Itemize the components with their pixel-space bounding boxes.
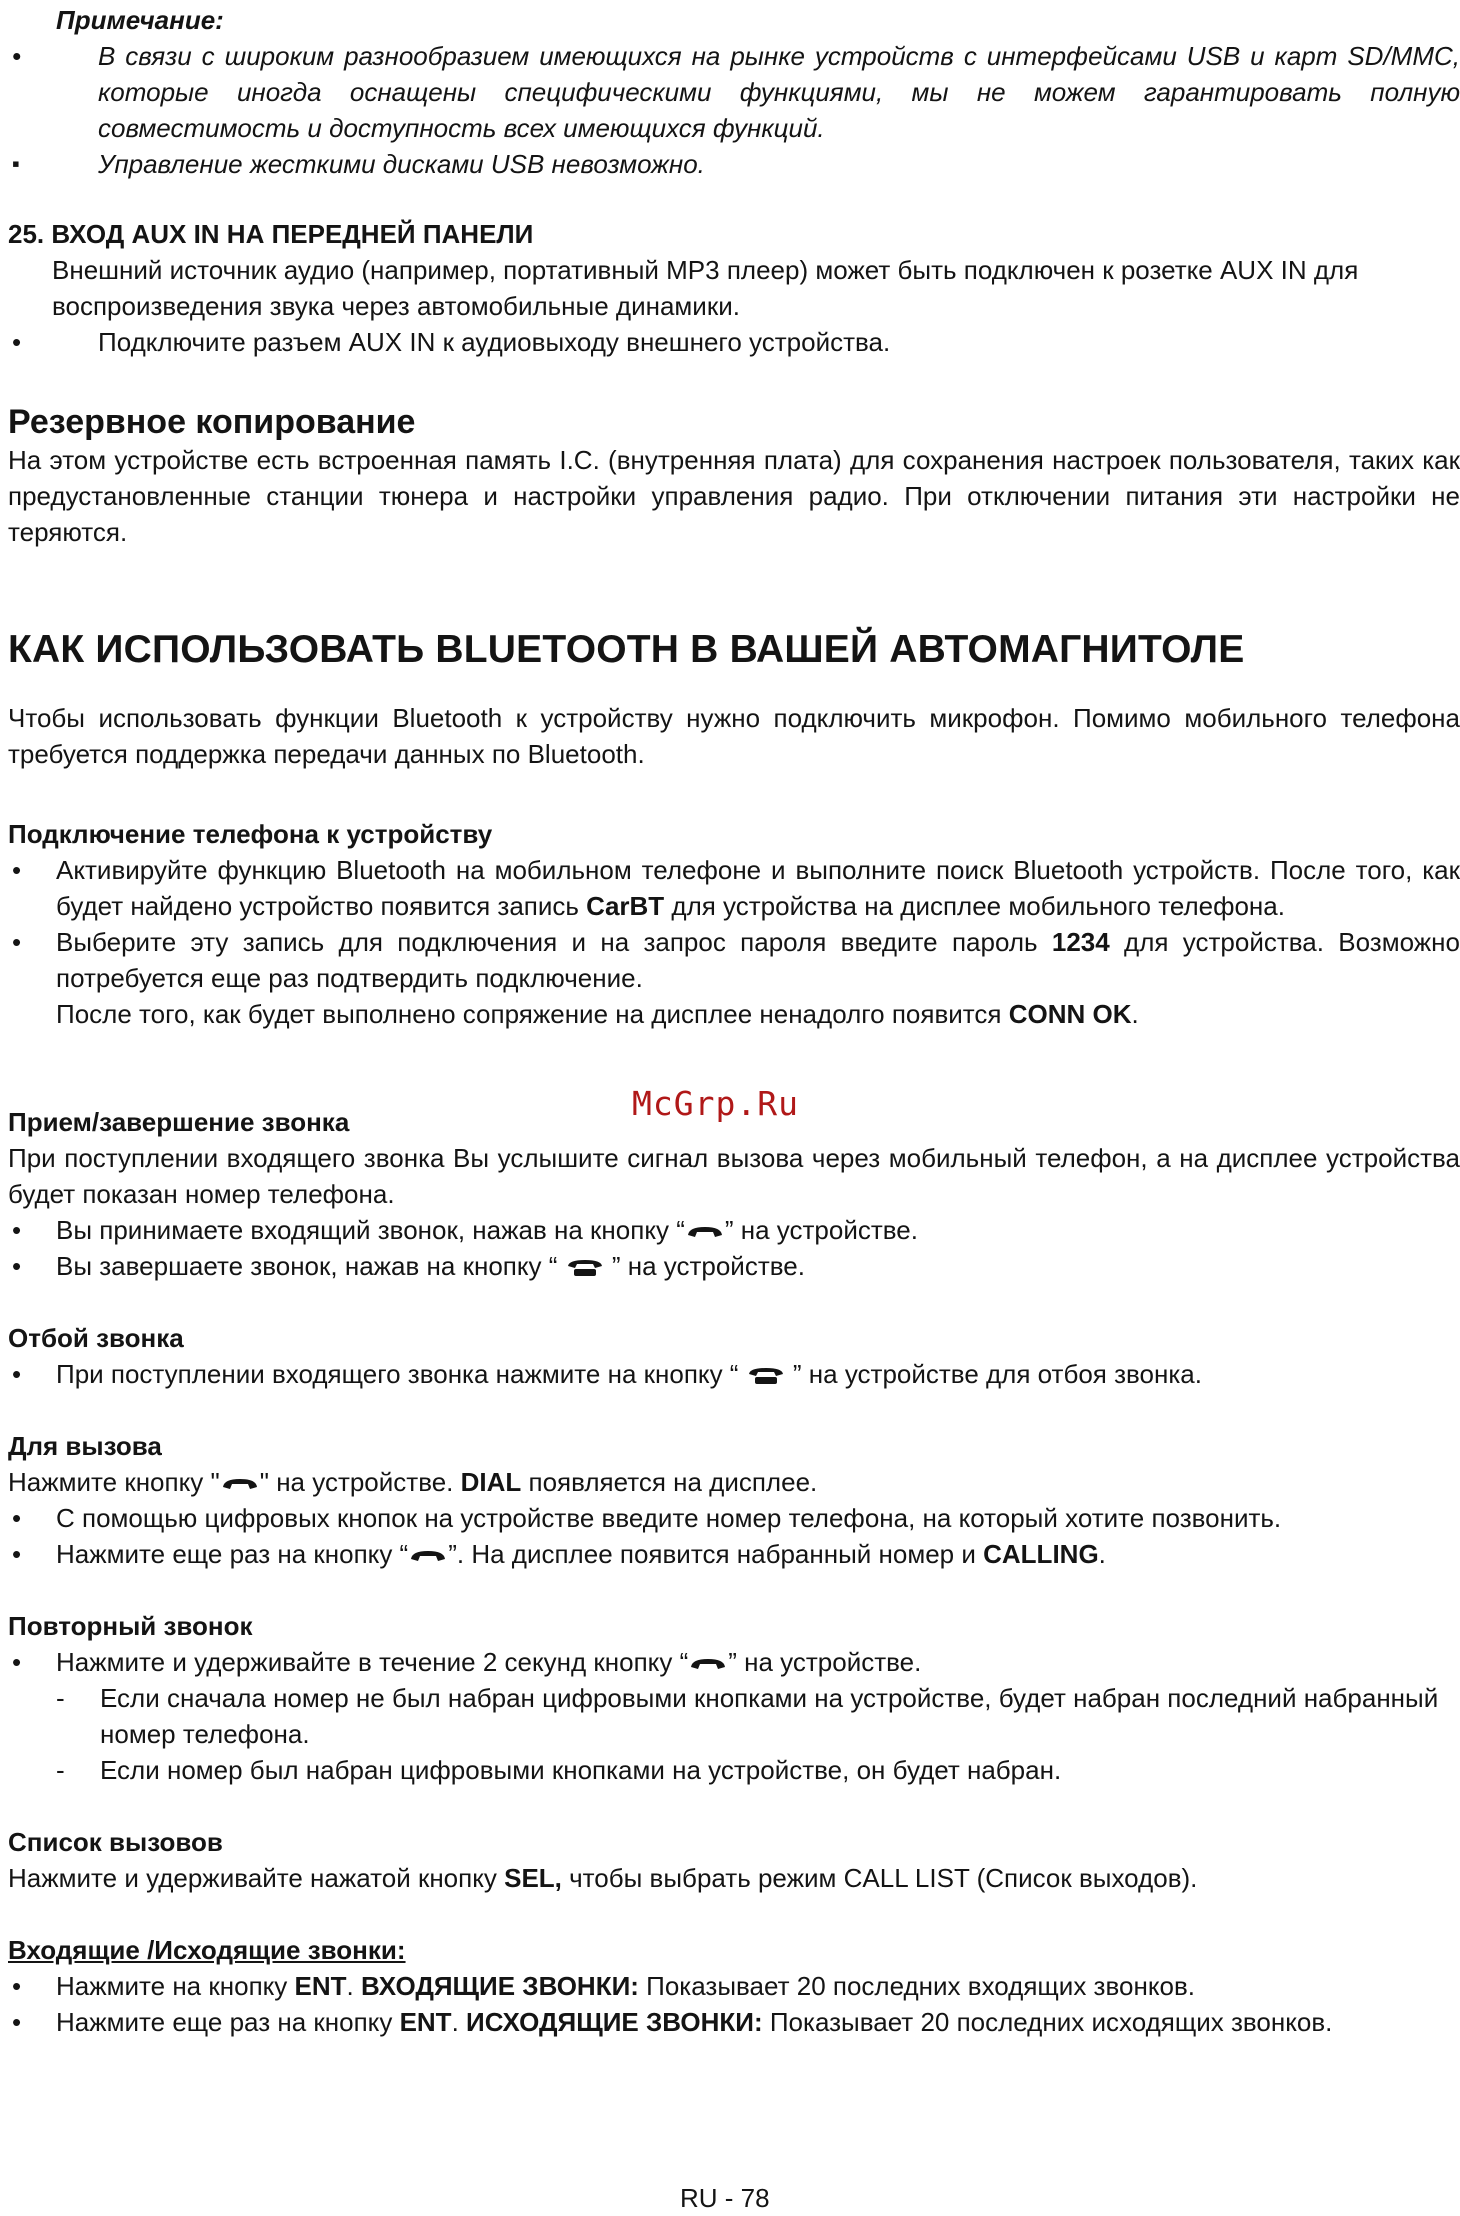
answer-title: Прием/завершение звонка (8, 1107, 350, 1137)
call-icon (685, 1223, 725, 1241)
text-span: После того, как будет выполнено сопряжение на дисплее ненадолго появится (56, 999, 1009, 1029)
text-span: Активируйте функцию Bluetooth на мобильном телефоне и выполните поиск Bluetooth устройств. После того, как будет найдено устройство появится запись (56, 855, 1460, 921)
dial-section (8, 1428, 1460, 1572)
pairing-item (8, 924, 1460, 1032)
call-icon (408, 1547, 448, 1565)
redial-title: Повторный звонок (8, 1611, 253, 1641)
redial-subitem: - Если сначала номер не был набран цифровыми кнопками на устройстве, будет набран последний набранный номер телефона. (8, 1680, 1460, 1752)
text-span: . (451, 2007, 467, 2037)
outgoing-calls-text: ИСХОДЯЩИЕ ЗВОНКИ: (466, 2007, 763, 2037)
text-span: При поступлении входящего звонка нажмите на кнопку “ (56, 1359, 746, 1389)
redial-subitem: - Если номер был набран цифровыми кнопками на устройстве, он будет набран. (8, 1752, 1460, 1788)
text-span: Выберите эту запись для подключения и на запрос пароля введите пароль (56, 927, 1052, 957)
aux-title: 25. ВХОД AUX IN НА ПЕРЕДНЕЙ ПАНЕЛИ (8, 219, 534, 249)
text-span: Показывает 20 последних входящих звонков. (638, 1971, 1195, 2001)
dial-list (8, 1500, 1460, 1572)
answer-item (8, 1248, 1460, 1284)
text-span: . (1131, 999, 1139, 1029)
calllist-title: Список вызовов (8, 1827, 223, 1857)
text-span: ” на устройстве. (604, 1251, 805, 1281)
aux-bullet: • Подключите разъем AUX IN к аудиовыходу внешнего устройства. (8, 324, 1460, 360)
page-number: RU - 78 (680, 2183, 770, 2213)
dial-item: • С помощью цифровых кнопок на устройстве введите номер телефона, на который хотите позвонить. (8, 1500, 1460, 1536)
calllist-text (8, 1860, 1460, 1896)
text-span: ” на устройстве. (728, 1647, 922, 1677)
watermark: McGrp.Ru (632, 1084, 799, 1123)
text-span: для устройства на дисплее мобильного телефона. (664, 891, 1285, 921)
note-item: ▪ Управление жесткими дисками USB невозможно. (8, 146, 1460, 182)
redial-list (8, 1644, 1460, 1680)
inout-item (8, 2004, 1460, 2040)
text-span: Нажмите еще раз на кнопку (56, 2007, 400, 2037)
note-section (8, 2, 1460, 182)
reject-title: Отбой звонка (8, 1323, 184, 1353)
text-span: . (346, 1971, 361, 2001)
pairing-list (8, 852, 1460, 1032)
aux-list (8, 324, 1460, 360)
text-span: Показывает 20 последних исходящих звонков. (762, 2007, 1333, 2037)
ent-key-text: ENT (294, 1971, 347, 2001)
conn-ok-text: CONN OK (1008, 999, 1132, 1029)
pairing-title: Подключение телефона к устройству (8, 819, 493, 849)
inout-item (8, 1968, 1460, 2004)
text-span: " на устройстве. (259, 1467, 461, 1497)
backup-section (8, 402, 1460, 550)
note-list (8, 38, 1460, 182)
hangup-icon (565, 1259, 605, 1277)
aux-text: Внешний источник аудио (например, портативный MP3 плеер) может быть подключен к розетке AUX IN для воспроизведения звука через автомобильные динамики. (52, 255, 1359, 321)
dial-text (8, 1464, 1460, 1500)
inout-section (8, 1932, 1460, 2040)
calllist-section (8, 1824, 1460, 1896)
answer-text: При поступлении входящего звонка Вы услышите сигнал вызова через мобильный телефон, а на дисплее устройства будет показан номер телефона. (8, 1143, 1460, 1209)
aux-section (8, 216, 1460, 360)
backup-title: Резервное копирование (8, 403, 416, 441)
device-name: CarBT (586, 891, 665, 921)
note-item: • В связи с широким разнообразием имеющихся на рынке устройств с интерфейсами USB и карт SD/MMC, которые иногда оснащены специфическими функциями, мы не можем гарантировать полную совместимость и доступность всех имеющихся функций. (8, 38, 1460, 146)
text-span: Нажмите еще раз на кнопку “ (56, 1539, 409, 1569)
call-icon (220, 1475, 260, 1493)
dial-item (8, 1536, 1460, 1572)
text-span: Нажмите и удерживайте нажатой кнопку (8, 1863, 505, 1893)
hangup-icon (746, 1367, 786, 1385)
text-span: Нажмите и удерживайте в течение 2 секунд кнопку “ (56, 1647, 689, 1677)
text-span: ”. На дисплее появится набранный номер и (448, 1539, 984, 1569)
redial-item (8, 1644, 1460, 1680)
pairing-section (8, 816, 1460, 1032)
backup-text: На этом устройстве есть встроенная память I.C. (внутренняя плата) для сохранения настроек пользователя, таких как предустановленные станции тюнера и настройки управления радио. При отключении питания эти настройки не теряются. (8, 445, 1460, 547)
call-icon (688, 1655, 728, 1673)
redial-section (8, 1608, 1460, 1788)
text-span: ” на устройстве. (724, 1215, 918, 1245)
dial-title: Для вызова (8, 1431, 162, 1461)
text-span: появляется на дисплее. (521, 1467, 818, 1497)
answer-list (8, 1212, 1460, 1284)
ent-key-text: ENT (399, 2007, 452, 2037)
inout-title: Входящие /Исходящие звонки: (8, 1935, 406, 1965)
reject-list (8, 1356, 1460, 1392)
reject-item (8, 1356, 1460, 1392)
incoming-calls-text: ВХОДЯЩИЕ ЗВОНКИ: (361, 1971, 639, 2001)
text-span: Нажмите кнопку " (8, 1467, 220, 1497)
text-span: для устройства. Возможно потребуется еще раз подтвердить подключение. (56, 927, 1460, 993)
text-span: . (1098, 1539, 1106, 1569)
calling-text: CALLING (983, 1539, 1099, 1569)
text-span: чтобы выбрать режим CALL LIST (Список выходов). (561, 1863, 1198, 1893)
pairing-item (8, 852, 1460, 924)
text-span: Вы завершаете звонок, нажав на кнопку “ (56, 1251, 565, 1281)
bluetooth-section (8, 628, 1460, 772)
sel-key-text: SEL, (504, 1863, 562, 1893)
text-span: ” на устройстве для отбоя звонка. (785, 1359, 1202, 1389)
text-span: Вы принимаете входящий звонок, нажав на кнопку “ (56, 1215, 685, 1245)
text-span: Нажмите на кнопку (56, 1971, 295, 2001)
answer-item (8, 1212, 1460, 1248)
inout-list (8, 1968, 1460, 2040)
pin-code: 1234 (1051, 927, 1110, 957)
redial-sublist (8, 1680, 1460, 1788)
answer-section (8, 1104, 1460, 1284)
dial-display-text: DIAL (460, 1467, 522, 1497)
bluetooth-intro: Чтобы использовать функции Bluetooth к устройству нужно подключить микрофон. Помимо мобильного телефона требуется поддержка передачи данных по Bluetooth. (8, 703, 1460, 769)
reject-section (8, 1320, 1460, 1392)
note-title: Примечание: (56, 5, 224, 35)
bluetooth-title: КАК ИСПОЛЬЗОВАТЬ BLUETOOTH В ВАШЕЙ АВТОМАГНИТОЛЕ (8, 628, 1245, 671)
